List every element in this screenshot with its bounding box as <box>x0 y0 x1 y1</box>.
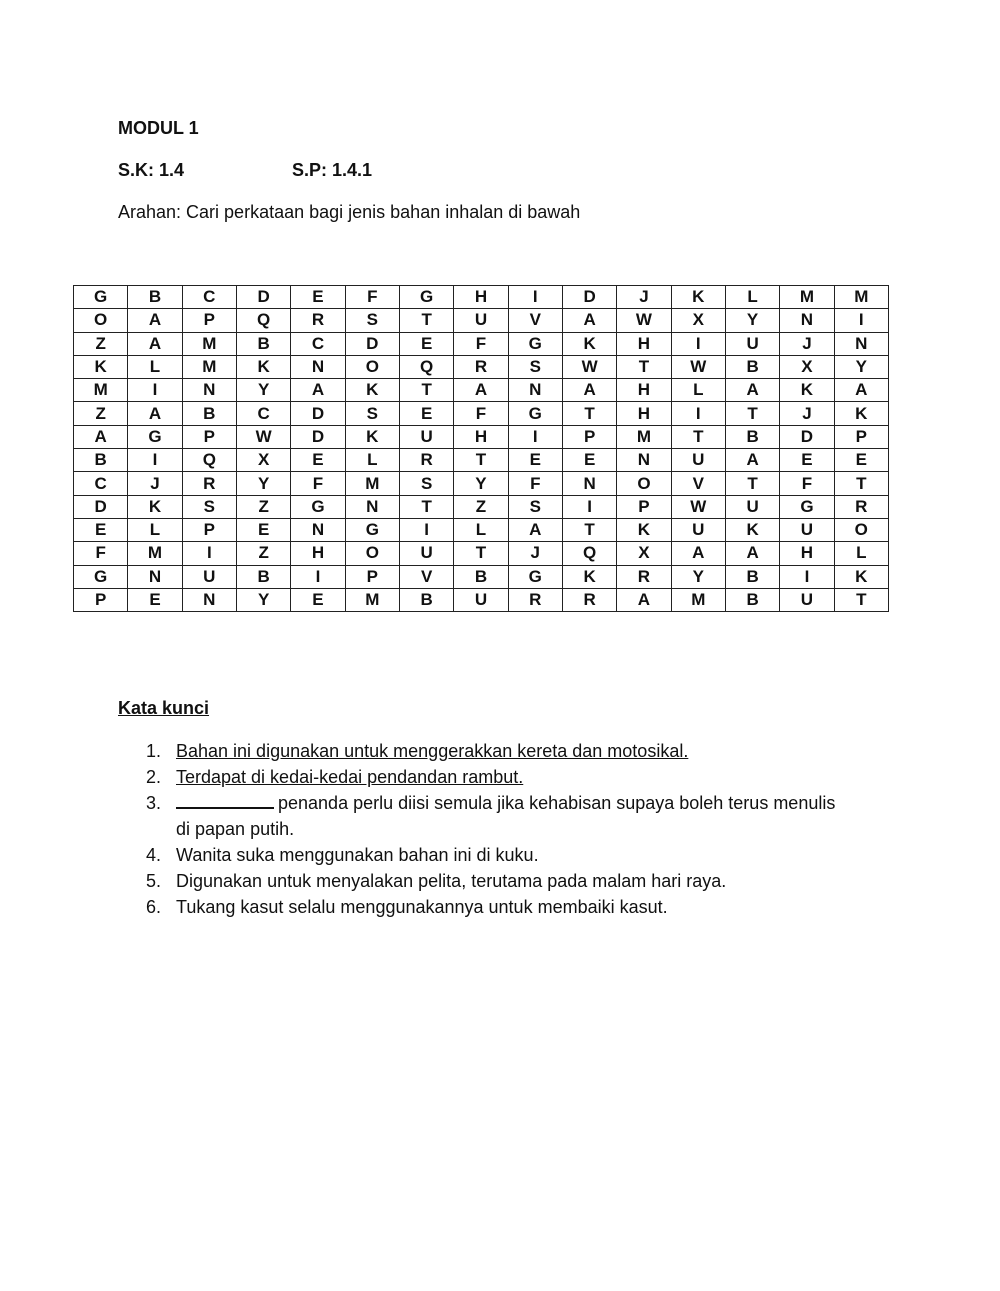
grid-cell[interactable]: U <box>671 518 725 541</box>
grid-cell[interactable]: L <box>128 518 182 541</box>
grid-cell[interactable]: A <box>725 379 779 402</box>
grid-cell[interactable]: G <box>345 518 399 541</box>
grid-cell[interactable]: I <box>834 309 888 332</box>
sp-label: S.P: 1.4.1 <box>292 160 373 180</box>
grid-cell[interactable]: G <box>128 425 182 448</box>
grid-cell[interactable]: S <box>508 355 562 378</box>
grid-cell[interactable]: K <box>74 355 128 378</box>
grid-cell[interactable]: G <box>74 286 128 309</box>
clue-text: Terdapat di kedai-kedai pendandan rambut. <box>176 767 524 787</box>
grid-cell[interactable]: W <box>562 355 616 378</box>
grid-cell[interactable]: K <box>617 518 671 541</box>
grid-cell[interactable]: V <box>671 472 725 495</box>
list-item <box>146 764 846 790</box>
grid-cell[interactable]: T <box>454 449 508 472</box>
grid-cell[interactable]: M <box>617 425 671 448</box>
grid-cell[interactable]: Q <box>562 542 616 565</box>
grid-cell[interactable]: W <box>617 309 671 332</box>
clue-text: Bahan ini digunakan untuk menggerakkan kereta dan motosikal. <box>176 741 689 761</box>
grid-cell[interactable]: P <box>562 425 616 448</box>
grid-row <box>74 518 889 541</box>
grid-cell[interactable]: G <box>780 495 834 518</box>
grid-cell[interactable]: B <box>454 565 508 588</box>
grid-row <box>74 286 889 309</box>
grid-cell[interactable]: E <box>399 402 453 425</box>
grid-cell[interactable]: K <box>128 495 182 518</box>
clue-number: 4. <box>146 845 162 865</box>
grid-cell[interactable]: K <box>671 286 725 309</box>
grid-cell[interactable]: P <box>74 588 128 611</box>
list-item <box>146 738 846 764</box>
grid-cell[interactable]: M <box>182 355 236 378</box>
grid-cell[interactable]: R <box>834 495 888 518</box>
grid-cell[interactable]: B <box>725 425 779 448</box>
grid-cell[interactable]: F <box>780 472 834 495</box>
grid-cell[interactable]: D <box>562 286 616 309</box>
grid-cell[interactable]: L <box>454 518 508 541</box>
grid-cell[interactable]: M <box>345 588 399 611</box>
grid-cell[interactable]: A <box>128 309 182 332</box>
grid-cell[interactable]: E <box>508 449 562 472</box>
clue-list <box>146 738 846 920</box>
grid-cell[interactable]: M <box>780 286 834 309</box>
grid-cell[interactable]: V <box>508 309 562 332</box>
grid-cell[interactable]: H <box>617 402 671 425</box>
grid-cell[interactable]: B <box>74 449 128 472</box>
grid-cell[interactable]: H <box>454 286 508 309</box>
clue-number: 3. <box>146 793 162 813</box>
instruction-text: Arahan: Cari perkataan bagi jenis bahan inhalan di bawah <box>118 202 581 222</box>
grid-cell[interactable]: A <box>74 425 128 448</box>
grid-cell[interactable]: C <box>74 472 128 495</box>
grid-cell[interactable]: F <box>454 402 508 425</box>
grid-cell[interactable]: O <box>345 355 399 378</box>
grid-cell[interactable]: Z <box>74 332 128 355</box>
grid-cell[interactable]: F <box>508 472 562 495</box>
grid-cell[interactable]: H <box>291 542 345 565</box>
grid-cell[interactable]: N <box>291 518 345 541</box>
grid-cell[interactable]: T <box>725 402 779 425</box>
grid-cell[interactable]: X <box>671 309 725 332</box>
grid-cell[interactable]: O <box>345 542 399 565</box>
clues-heading: Kata kunci <box>118 698 210 718</box>
grid-cell[interactable]: T <box>399 495 453 518</box>
grid-cell[interactable]: G <box>508 565 562 588</box>
grid-cell[interactable]: B <box>236 565 290 588</box>
grid-cell[interactable]: U <box>454 309 508 332</box>
grid-cell[interactable]: E <box>399 332 453 355</box>
grid-cell[interactable]: K <box>562 332 616 355</box>
grid-cell[interactable]: Y <box>725 309 779 332</box>
grid-row <box>74 309 889 332</box>
grid-cell[interactable]: L <box>345 449 399 472</box>
clue-number: 5. <box>146 871 162 891</box>
grid-cell[interactable]: A <box>291 379 345 402</box>
grid-cell[interactable]: I <box>671 332 725 355</box>
grid-cell[interactable]: S <box>182 495 236 518</box>
grid-cell[interactable]: P <box>182 518 236 541</box>
grid-cell[interactable]: W <box>236 425 290 448</box>
grid-cell[interactable]: J <box>780 402 834 425</box>
grid-cell[interactable]: F <box>345 286 399 309</box>
grid-cell[interactable]: N <box>128 565 182 588</box>
grid-cell[interactable]: A <box>128 402 182 425</box>
grid-cell[interactable]: Z <box>236 542 290 565</box>
grid-cell[interactable]: W <box>671 355 725 378</box>
grid-row <box>74 425 889 448</box>
grid-cell[interactable]: U <box>671 449 725 472</box>
grid-cell[interactable]: J <box>508 542 562 565</box>
grid-cell[interactable]: J <box>128 472 182 495</box>
grid-cell[interactable]: N <box>834 332 888 355</box>
grid-cell[interactable]: I <box>562 495 616 518</box>
list-item <box>146 790 846 842</box>
grid-row <box>74 588 889 611</box>
grid-cell[interactable]: S <box>399 472 453 495</box>
grid-cell[interactable]: O <box>74 309 128 332</box>
grid-cell[interactable]: M <box>345 472 399 495</box>
grid-cell[interactable]: O <box>834 518 888 541</box>
grid-cell[interactable]: O <box>617 472 671 495</box>
clue-number: 6. <box>146 897 162 917</box>
grid-cell[interactable]: Y <box>236 472 290 495</box>
grid-cell[interactable]: Q <box>182 449 236 472</box>
grid-cell[interactable]: A <box>725 449 779 472</box>
grid-cell[interactable]: K <box>562 565 616 588</box>
grid-cell[interactable]: X <box>236 449 290 472</box>
grid-cell[interactable]: N <box>617 449 671 472</box>
grid-cell[interactable]: N <box>182 588 236 611</box>
grid-cell[interactable]: N <box>291 355 345 378</box>
grid-cell[interactable]: U <box>182 565 236 588</box>
grid-cell[interactable]: A <box>128 332 182 355</box>
grid-cell[interactable]: R <box>291 309 345 332</box>
grid-cell[interactable]: T <box>834 588 888 611</box>
grid-cell[interactable]: D <box>291 425 345 448</box>
grid-cell[interactable]: R <box>182 472 236 495</box>
grid-cell[interactable]: I <box>780 565 834 588</box>
grid-cell[interactable]: G <box>399 286 453 309</box>
grid-cell[interactable]: F <box>291 472 345 495</box>
grid-cell[interactable]: N <box>345 495 399 518</box>
grid-cell[interactable]: Y <box>454 472 508 495</box>
grid-cell[interactable]: G <box>291 495 345 518</box>
grid-cell[interactable]: E <box>291 449 345 472</box>
grid-cell[interactable]: Z <box>236 495 290 518</box>
grid-cell[interactable]: U <box>399 542 453 565</box>
grid-cell[interactable]: I <box>508 286 562 309</box>
grid-cell[interactable]: B <box>236 332 290 355</box>
grid-cell[interactable]: R <box>454 355 508 378</box>
grid-cell[interactable]: P <box>182 309 236 332</box>
word-search-grid <box>73 285 889 612</box>
grid-cell[interactable]: T <box>454 542 508 565</box>
clue-text: Digunakan untuk menyalakan pelita, terutama pada malam hari raya. <box>176 871 727 891</box>
grid-cell[interactable]: N <box>182 379 236 402</box>
sk-label: S.K: 1.4 <box>118 160 185 180</box>
grid-row <box>74 449 889 472</box>
grid-cell[interactable]: A <box>454 379 508 402</box>
grid-cell[interactable]: Y <box>834 355 888 378</box>
grid-cell[interactable]: Z <box>454 495 508 518</box>
grid-cell[interactable]: T <box>834 472 888 495</box>
grid-cell[interactable]: E <box>562 449 616 472</box>
grid-cell[interactable]: A <box>671 542 725 565</box>
grid-cell[interactable]: K <box>236 355 290 378</box>
list-item <box>146 894 846 920</box>
grid-row <box>74 542 889 565</box>
grid-cell[interactable]: A <box>834 379 888 402</box>
grid-cell[interactable]: R <box>617 565 671 588</box>
grid-cell[interactable]: G <box>508 402 562 425</box>
grid-row <box>74 379 889 402</box>
grid-cell[interactable]: W <box>671 495 725 518</box>
grid-cell[interactable]: C <box>291 332 345 355</box>
grid-row <box>74 402 889 425</box>
grid-cell[interactable]: E <box>291 588 345 611</box>
grid-cell[interactable]: C <box>182 286 236 309</box>
grid-cell[interactable]: H <box>617 379 671 402</box>
grid-row <box>74 355 889 378</box>
grid-cell[interactable]: C <box>236 402 290 425</box>
grid-cell[interactable]: S <box>345 402 399 425</box>
grid-cell[interactable]: M <box>128 542 182 565</box>
grid-cell[interactable]: L <box>725 286 779 309</box>
grid-cell[interactable]: B <box>128 286 182 309</box>
grid-cell[interactable]: E <box>236 518 290 541</box>
grid-cell[interactable]: D <box>780 425 834 448</box>
grid-cell[interactable]: S <box>345 309 399 332</box>
grid-cell[interactable]: Y <box>671 565 725 588</box>
grid-cell[interactable]: T <box>725 472 779 495</box>
grid-cell[interactable]: S <box>508 495 562 518</box>
grid-cell[interactable]: I <box>128 449 182 472</box>
grid-cell[interactable]: Y <box>236 379 290 402</box>
grid-cell[interactable]: B <box>399 588 453 611</box>
grid-cell[interactable]: A <box>725 542 779 565</box>
grid-cell[interactable]: L <box>834 542 888 565</box>
grid-cell[interactable]: A <box>617 588 671 611</box>
grid-cell[interactable]: P <box>182 425 236 448</box>
grid-cell[interactable]: H <box>454 425 508 448</box>
grid-cell[interactable]: H <box>617 332 671 355</box>
grid-cell[interactable]: M <box>671 588 725 611</box>
grid-cell[interactable]: D <box>74 495 128 518</box>
clue-text: Tukang kasut selalu menggunakannya untuk membaiki kasut. <box>176 897 668 917</box>
grid-cell[interactable]: U <box>454 588 508 611</box>
grid-cell[interactable]: E <box>74 518 128 541</box>
grid-cell[interactable]: I <box>508 425 562 448</box>
grid-row <box>74 332 889 355</box>
grid-cell[interactable]: X <box>617 542 671 565</box>
grid-cell[interactable]: D <box>236 286 290 309</box>
grid-cell[interactable]: K <box>725 518 779 541</box>
grid-cell[interactable]: M <box>834 286 888 309</box>
grid-cell[interactable]: Y <box>236 588 290 611</box>
grid-cell[interactable]: P <box>834 425 888 448</box>
grid-cell[interactable]: J <box>780 332 834 355</box>
clue-text: penanda perlu diisi semula jika kehabisan supaya boleh terus menulis di papan putih. <box>176 793 836 839</box>
grid-cell[interactable]: K <box>834 402 888 425</box>
grid-cell[interactable]: T <box>399 309 453 332</box>
grid-cell[interactable]: H <box>780 542 834 565</box>
grid-row <box>74 472 889 495</box>
grid-cell[interactable]: G <box>508 332 562 355</box>
grid-cell[interactable]: J <box>617 286 671 309</box>
grid-cell[interactable]: N <box>508 379 562 402</box>
grid-cell[interactable]: I <box>671 402 725 425</box>
grid-cell[interactable]: T <box>399 379 453 402</box>
grid-cell[interactable]: N <box>780 309 834 332</box>
grid-cell[interactable]: T <box>617 355 671 378</box>
grid-cell[interactable]: P <box>345 565 399 588</box>
grid-cell[interactable]: E <box>291 286 345 309</box>
grid-cell[interactable]: U <box>725 332 779 355</box>
grid-cell[interactable]: Q <box>236 309 290 332</box>
grid-cell[interactable]: R <box>562 588 616 611</box>
grid-row <box>74 495 889 518</box>
grid-cell[interactable]: L <box>671 379 725 402</box>
grid-cell[interactable]: V <box>399 565 453 588</box>
grid-cell[interactable]: A <box>562 379 616 402</box>
grid-cell[interactable]: D <box>345 332 399 355</box>
grid-cell[interactable]: U <box>399 425 453 448</box>
grid-cell[interactable]: A <box>508 518 562 541</box>
grid-cell[interactable]: B <box>725 355 779 378</box>
grid-cell[interactable]: K <box>345 425 399 448</box>
clue-number: 1. <box>146 741 162 761</box>
grid-cell[interactable]: R <box>508 588 562 611</box>
grid-cell[interactable]: U <box>780 518 834 541</box>
answer-blank[interactable] <box>176 791 274 809</box>
grid-cell[interactable]: M <box>182 332 236 355</box>
grid-cell[interactable]: K <box>780 379 834 402</box>
grid-cell[interactable]: R <box>399 449 453 472</box>
grid-cell[interactable]: P <box>617 495 671 518</box>
grid-cell[interactable]: B <box>182 402 236 425</box>
module-title: MODUL 1 <box>118 118 199 138</box>
grid-cell[interactable]: Q <box>399 355 453 378</box>
grid-cell[interactable]: K <box>345 379 399 402</box>
clue-text: Wanita suka menggunakan bahan ini di kuku. <box>176 845 539 865</box>
grid-cell[interactable]: I <box>291 565 345 588</box>
grid-cell[interactable]: I <box>399 518 453 541</box>
grid-cell[interactable]: B <box>725 588 779 611</box>
grid-cell[interactable]: T <box>671 425 725 448</box>
grid-cell[interactable]: K <box>834 565 888 588</box>
grid-cell[interactable]: E <box>128 588 182 611</box>
list-item <box>146 868 846 894</box>
grid-cell[interactable]: A <box>562 309 616 332</box>
grid-cell[interactable]: F <box>454 332 508 355</box>
grid-cell[interactable]: D <box>291 402 345 425</box>
grid-cell[interactable]: B <box>725 565 779 588</box>
grid-cell[interactable]: U <box>780 588 834 611</box>
grid-cell[interactable]: N <box>562 472 616 495</box>
clue-number: 2. <box>146 767 162 787</box>
grid-cell[interactable]: Z <box>74 402 128 425</box>
grid-cell[interactable]: E <box>780 449 834 472</box>
grid-cell[interactable]: X <box>780 355 834 378</box>
grid-cell[interactable]: M <box>74 379 128 402</box>
list-item <box>146 842 846 868</box>
grid-cell[interactable]: L <box>128 355 182 378</box>
grid-cell[interactable]: G <box>74 565 128 588</box>
grid-cell[interactable]: I <box>128 379 182 402</box>
grid-cell[interactable]: T <box>562 518 616 541</box>
grid-cell[interactable]: T <box>562 402 616 425</box>
grid-cell[interactable]: U <box>725 495 779 518</box>
grid-cell[interactable]: E <box>834 449 888 472</box>
grid-row <box>74 565 889 588</box>
grid-cell[interactable]: F <box>74 542 128 565</box>
grid-cell[interactable]: I <box>182 542 236 565</box>
